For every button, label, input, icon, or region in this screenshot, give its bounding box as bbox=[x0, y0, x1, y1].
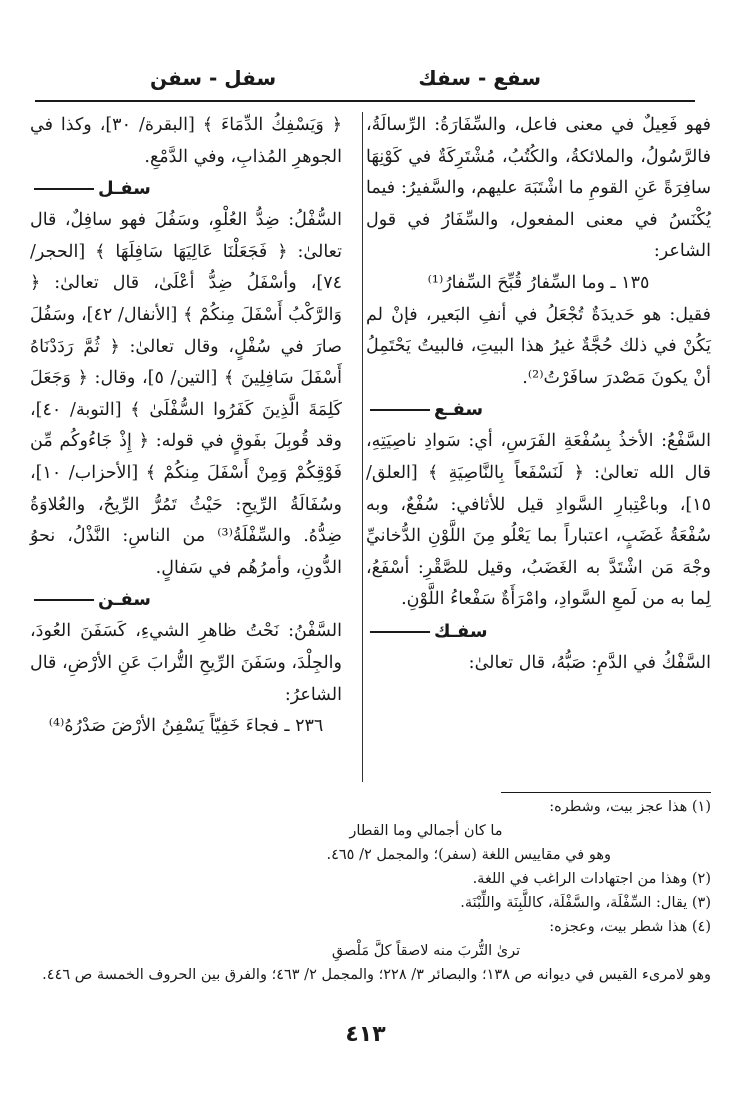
footnote-4: (٤) هذا شطر بيت، وعجزه: bbox=[549, 919, 711, 935]
header-rule bbox=[35, 100, 695, 102]
entry-heading-safa-text: سفـع bbox=[434, 399, 484, 421]
page-number: ٤١٣ bbox=[345, 1022, 386, 1047]
entry-safan-text: السَّفْنُ: نَحْتُ ظاهرِ الشيءِ، كَسَفَنَ العُودَ، والجِلْدَ، وسَفَنَ الرِّيحِ التُّرابَ عَنِ الأرْضِ، قال الشاعرُ: bbox=[30, 621, 342, 705]
verse-135: ١٣٥ ـ وما السِّفارُ قُبِّحَ السِّفارُ⁽¹⁾ bbox=[427, 272, 650, 293]
heading-underline bbox=[34, 188, 94, 190]
safak-continuation: ﴿ وَيَسْفِكُ الدِّمَاءَ ﴾ [البقرة/ ٣٠]، وكذا في الجوهرِ المُذابِ، وفي الدَّمْعِ. bbox=[30, 115, 342, 167]
footnote-1-source: وهو في مقاييس اللغة (سفر)؛ والمجمل ٢/ ٤٦٥. bbox=[326, 847, 611, 863]
entry-heading-safan-text: سفـن bbox=[98, 589, 152, 611]
heading-underline bbox=[34, 599, 94, 601]
footnote-4-verse: ترىٰ التُّربَ منه لاصقاً كلَّ مَلْصقِ bbox=[331, 943, 521, 959]
entry-heading-safal bbox=[30, 173, 342, 205]
footnote-4-source: وهو لامرىء القيس في ديوانه ص ١٣٨؛ والبصائر ٣/ ٢٢٨؛ والمجمل ٢/ ٤٦٣؛ والفرق بين الحروف الخمسة ص ٤٤٦. bbox=[42, 967, 711, 983]
footnote-rule bbox=[501, 792, 711, 793]
heading-underline bbox=[370, 409, 430, 411]
safar-continuation: فهو فَعِيلٌ في معنى فاعل، والسِّفَارَةُ: الرِّسالَةُ، فالرَّسُولُ، والملائكةُ، والكُتُبُ، مُشْتَرِكَةٌ في كَوْنِهَا سافِرَةً عَنِ القومِ ما اشْتَبَهَ عليهم، والسَّفيرُ: فيما يُكْنَسُ في معنى المفعول، والسِّفَارُ في قول الشاعر: bbox=[366, 115, 711, 262]
entry-heading-safa bbox=[366, 394, 711, 426]
footnote-1-verse: ما كان أجمالي وما القطار bbox=[349, 823, 503, 839]
footnote-1: (١) هذا عجز بيت، وشطره: bbox=[549, 799, 711, 815]
entry-safal-text: السُّفْلُ: ضِدُّ العُلْوِ، وسَفُلَ فهو سافِلٌ، قال تعالىٰ: ﴿ فَجَعَلْنَا عَالِيَهَا سَافِلَهَا ﴾ [الحجر/ ٧٤]، وأسْفَلُ ضِدُّ أعْلَىٰ، قال تعالىٰ: ﴿ وَالرَّكْبُ أَسْفَلَ مِنكُمْ ﴾ [الأنفال/ ٤٢]، وسَفُلَ صارَ في سُفْلٍ، وقال تعالىٰ: ﴿ ثُمَّ رَدَدْنَاهُ أَسْفَلَ سَافِلِينَ ﴾ [التين/ ٥]، وقال: ﴿ وَجَعَلَ كَلِمَةَ الَّذِينَ كَفَرُوا السُّفْلَىٰ ﴾ [التوبة/ ٤٠]، وقد قُوبِلَ بفَوقٍ في قوله: ﴿ إِذْ جَاءُوكُم مِّن فَوْقِكُمْ وَمِنْ أَسْفَلَ مِنكُمْ ﴾ [الأحزاب/ ١٠]، وسُفَالَةُ الرِّيحِ: حَيْثُ تَمُرُّ الرِّيحُ، والعُلاوَةُ ضِدُّهُ. والسِّفْلَةُ⁽³⁾ من الناسِ: النَّذْلُ، نحوُ الدُّونِ، وأمرُهُم في سَفالٍ. bbox=[30, 210, 342, 578]
entry-heading-safak-text: سفـك bbox=[434, 620, 488, 642]
verse-236: ٢٣٦ ـ فجاءَ خَفِيّاً يَسْفِنُ الأرْضَ صَدْرُهُ⁽⁴⁾ bbox=[48, 716, 324, 737]
running-head-left: سفل - سفن bbox=[150, 66, 277, 90]
entry-heading-safan bbox=[30, 584, 342, 616]
column-divider bbox=[362, 112, 363, 782]
footnotes bbox=[21, 795, 711, 987]
entry-safak-text: السَّفْكُ في الدَّمِ: صَبُّهُ، قال تعالىٰ: bbox=[468, 652, 711, 673]
safar-commentary: فقيل: هو حَديدَةٌ تُجْعَلُ في أنفِ البَعير، فإنْ لم يَكُنْ في ذلك حُجَّةٌ غيرُ هذا البيتِ، فالبيتُ يَحْتَمِلُ أنْ يكونَ مَصْدرَ سافَرْتُ⁽²⁾. bbox=[366, 304, 711, 388]
left-column bbox=[30, 110, 342, 743]
entry-heading-safal-text: سفـل bbox=[98, 178, 151, 200]
entry-heading-safak bbox=[366, 616, 711, 648]
heading-underline bbox=[370, 631, 430, 633]
running-head-right: سفع - سفك bbox=[418, 66, 541, 90]
footnote-2: (٢) وهذا من اجتهادات الراغب في اللغة. bbox=[472, 871, 711, 887]
right-column bbox=[366, 110, 711, 680]
footnote-3: (٣) يقال: السِّفْلَة، والسَّفْلَة، كاللَّبِنَة واللِّبْنَة. bbox=[460, 895, 711, 911]
entry-safa-text: السَّفْعُ: الأخذُ بِسُفْعَةِ الفَرَسِ، أي: سَوادِ ناصِيَتِهِ، قال الله تعالىٰ: ﴿ لَنَسْفَعاً بِالنَّاصِيَةِ ﴾ [العلق/ ١٥]، وباعْتِبارِ السَّوادِ قيل للأثافي: سُفْعٌ، وبه سُفْعَةُ غَضَبٍ، اعتباراً بما يَعْلُو مِنَ اللَّوْنِ الدُّخانيِّ وجْهَ مَن اشْتَدَّ به الغَضَبُ، وقيل للصَّقْرِ: أسْفَعُ، لِما به من لَمعِ السَّوادِ، وامْرَأَةٌ سَفْعاءُ اللَّوْنِ. bbox=[366, 431, 711, 610]
